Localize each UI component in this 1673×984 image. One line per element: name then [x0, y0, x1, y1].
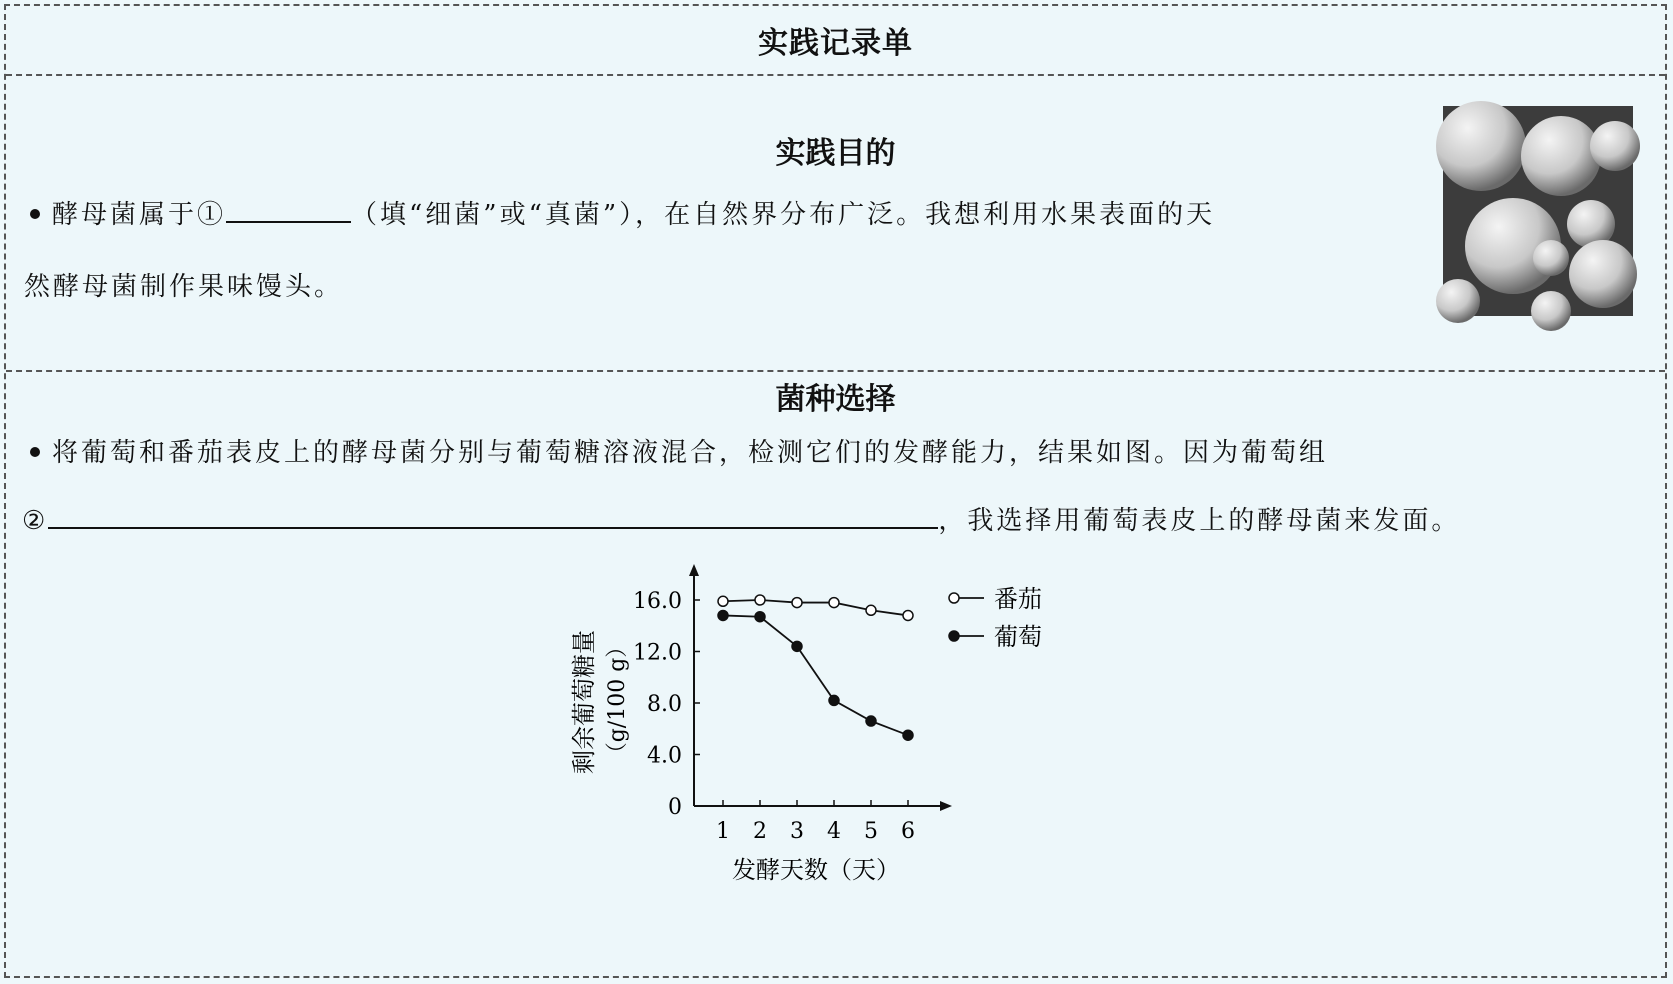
data-point-2 [792, 641, 802, 651]
data-point-2 [755, 612, 765, 622]
sheet-title: 实践记录单 [6, 6, 1665, 76]
answer-blank-2[interactable] [48, 505, 938, 529]
purpose-text-b: （填“细菌”或“真菌”），在自然界分布广泛。我想利用水果表面的天 [351, 200, 1216, 230]
y-tick-label: 12.0 [633, 640, 682, 666]
yeast-micrograph-image [1443, 106, 1633, 316]
data-point-1 [866, 605, 876, 615]
selection-text-2a: ② [22, 506, 49, 536]
data-point-1 [829, 598, 839, 608]
y-tick-label: 4.0 [647, 743, 682, 769]
data-point-2 [866, 716, 876, 726]
data-point-2 [903, 730, 913, 740]
x-axis-arrow [940, 801, 952, 811]
purpose-line-2: 然酵母菌制作果味馒头。 [24, 272, 344, 302]
data-point-1 [792, 598, 802, 608]
legend-label: 葡萄 [994, 623, 1042, 651]
legend-label: 番茄 [994, 585, 1042, 613]
record-sheet [4, 4, 1667, 978]
y-axis-title: 剩余葡萄糖量 [570, 630, 598, 774]
section-strain-selection [6, 372, 1665, 976]
data-point-1 [903, 610, 913, 620]
selection-heading: 菌种选择 [775, 382, 896, 417]
x-tick-label: 1 [716, 819, 730, 844]
data-point-1 [718, 596, 728, 606]
selection-text-2b: ，我选择用葡萄表皮上的酵母菌来发面。 [938, 506, 1461, 536]
y-tick-label: 0 [668, 795, 682, 820]
purpose-heading: 实践目的 [775, 136, 896, 171]
y-tick-label: 8.0 [647, 692, 682, 717]
y-axis-unit: （g/100 g） [605, 635, 630, 765]
answer-blank-1[interactable] [226, 199, 351, 223]
x-tick-label: 3 [790, 819, 804, 844]
selection-line-2 [22, 500, 1460, 537]
x-tick-label: 6 [901, 819, 915, 844]
series-line-2 [723, 615, 908, 735]
selection-text-1: 将葡萄和番茄表皮上的酵母菌分别与葡萄糖溶液混合，检测它们的发酵能力，结果如图。因为葡萄组 [52, 438, 1329, 468]
x-tick-label: 4 [827, 819, 841, 844]
chart-legend [949, 585, 1042, 651]
glucose-chart [570, 552, 1096, 912]
x-tick-label: 5 [864, 819, 878, 844]
series-line-1 [723, 600, 908, 615]
x-axis-title: 发酵天数（天） [732, 856, 900, 884]
chart-series [718, 595, 913, 740]
bullet-icon [30, 447, 40, 457]
section-purpose [6, 76, 1665, 372]
legend-marker [949, 631, 959, 641]
y-axis-arrow [689, 564, 699, 576]
x-tick-label: 2 [753, 819, 767, 844]
data-point-2 [718, 610, 728, 620]
legend-marker [949, 593, 959, 603]
bullet-icon [30, 209, 40, 219]
purpose-line-1 [20, 194, 1215, 231]
selection-line-1 [20, 432, 1328, 469]
purpose-text-a: 酵母菌属于① [52, 200, 227, 230]
chart-labels [570, 630, 900, 884]
data-point-2 [829, 695, 839, 705]
data-point-1 [755, 595, 765, 605]
y-tick-label: 16.0 [633, 589, 682, 614]
